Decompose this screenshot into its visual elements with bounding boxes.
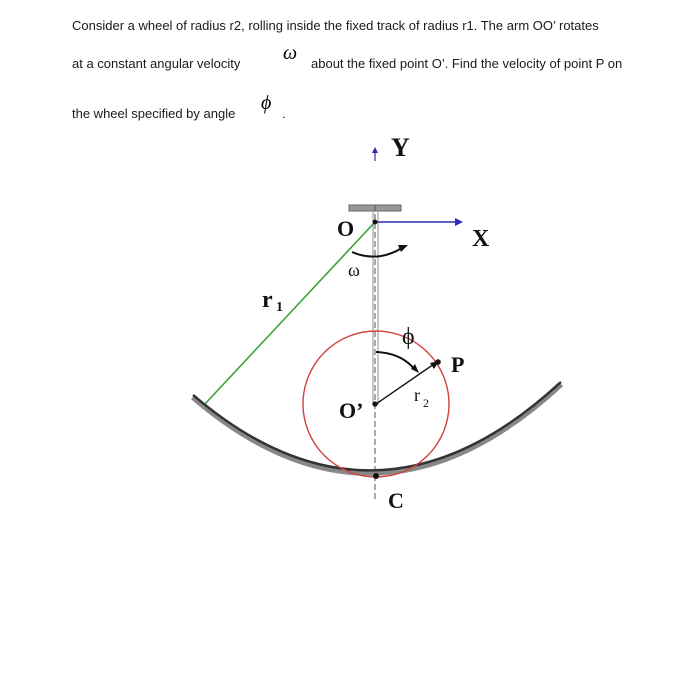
point-O [373,220,378,225]
label-phi: ϕ [402,324,415,350]
problem-line-1: Consider a wheel of radius r2, rolling inside the fixed track of radius r1. The arm OO’ rotates [72,18,599,33]
problem-line-2b: about the fixed point O’. Find the velocity of point P on [311,56,623,71]
label-r1-subscript: 1 [276,300,283,315]
y-axis-arrowhead [372,147,378,153]
label-C: C [388,488,404,513]
phi-curved-arrow [376,352,415,370]
label-r2: r [414,385,420,405]
phi-symbol: ϕ [261,92,272,114]
point-P [435,359,441,365]
fixed-track-shadow [193,384,561,473]
radius-r1-line [204,222,375,405]
label-r2-subscript: 2 [423,396,429,410]
point-Oprime [372,401,377,406]
omega-curved-arrow [352,248,402,257]
problem-line-2a: at a constant angular velocity [72,56,241,71]
label-Oprime: O’ [339,398,364,423]
problem-line-3b: . [282,106,286,121]
label-X: X [472,226,490,252]
problem-line-3a: the wheel specified by angle [72,106,236,121]
omega-symbol: ω [283,42,298,64]
label-O: O [337,216,355,241]
label-P: P [451,352,465,377]
fixed-track [193,382,561,470]
label-Y: Y [391,133,410,162]
x-axis-arrowhead [455,218,463,226]
point-C [373,473,379,479]
label-r1: r [262,287,273,313]
omega-arrowhead [398,245,408,252]
label-omega: ω [348,260,360,280]
